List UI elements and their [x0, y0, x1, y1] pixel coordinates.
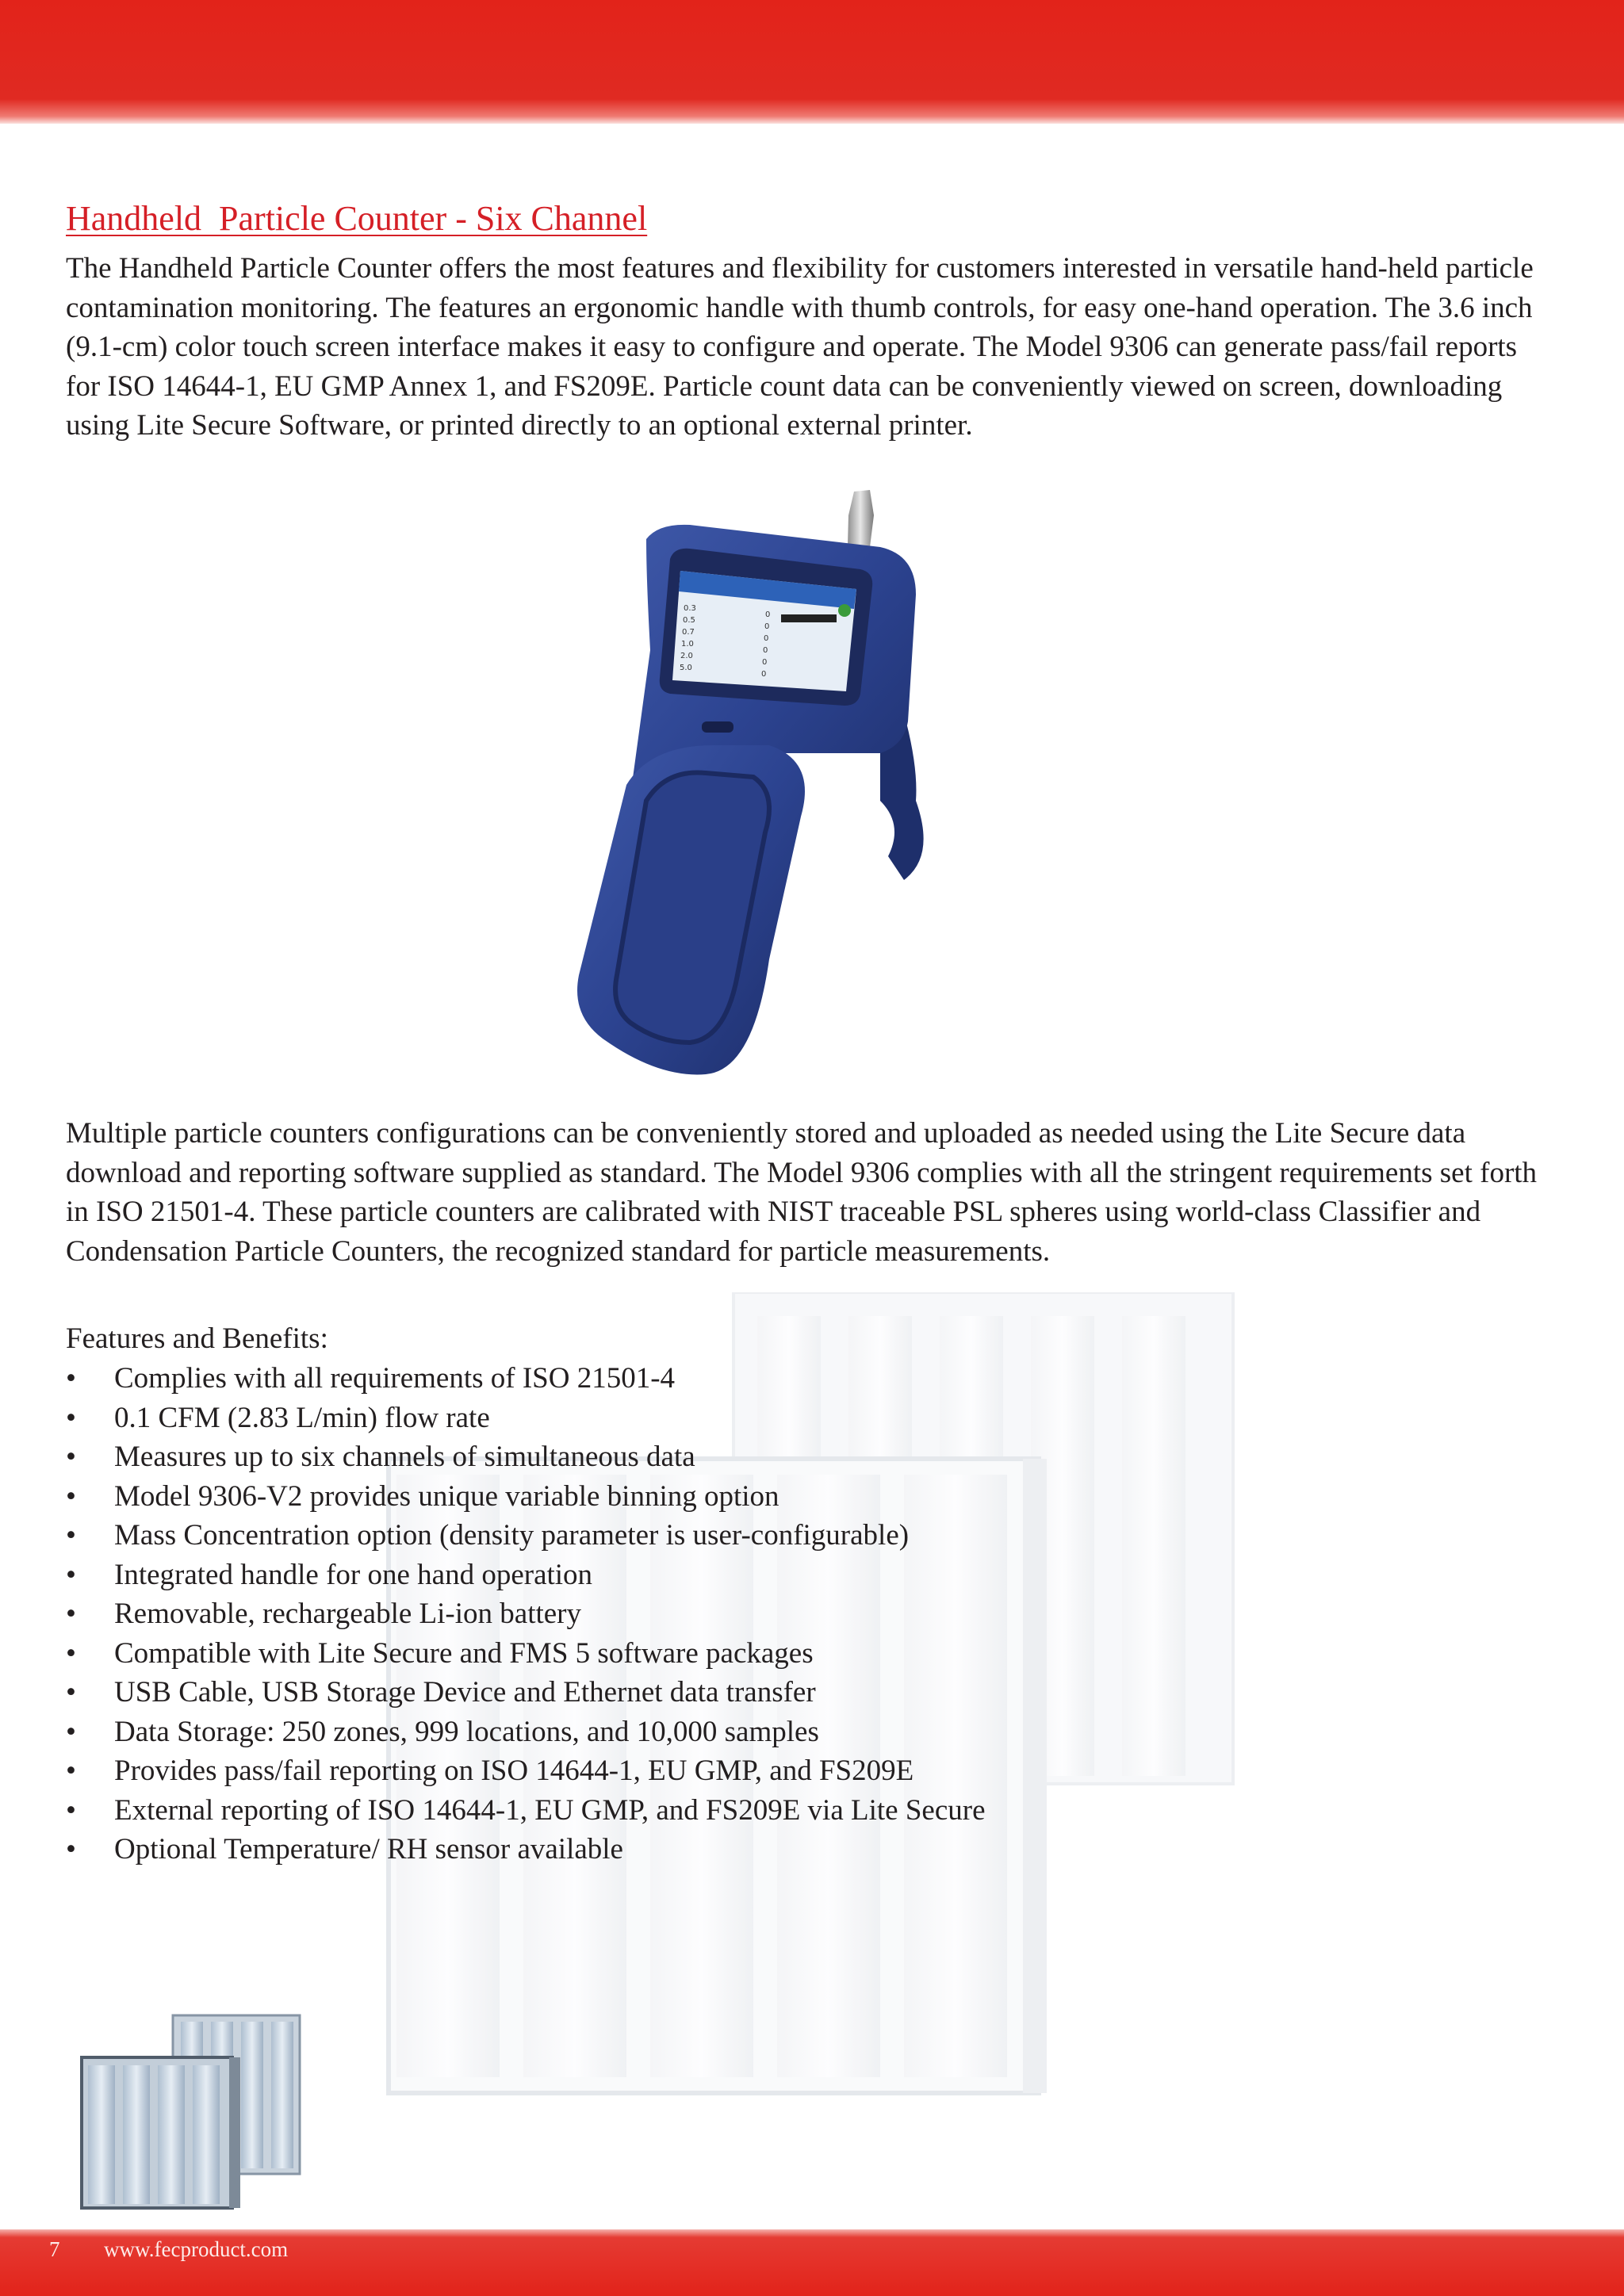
- bullet: •: [66, 1479, 76, 1513]
- bag-filter-thumbnail-image: [66, 1998, 312, 2220]
- bullet: •: [66, 1598, 76, 1630]
- intro-paragraph: The Handheld Particle Counter offers the most features and flexibility for customers interested in versatile hand-held particle contamination monitoring. The features an ergonomic handle with thumb controls, for easy one-hand operation. The 3.6 inch (9.1-cm) color touch screen interface makes it easy to configure and operate. The Model 9306 can generate pass/fail reports for ISO 14644-1, EU GMP Annex 1, and FS209E. Particle count data can be conveniently viewed on screen, downloading using Lite Secure Software, or printed directly to an optional external printer.: [66, 252, 1534, 442]
- screen-channel-6: 5.0: [680, 664, 692, 672]
- page-title: Handheld Particle Counter - Six Channel: [66, 199, 648, 238]
- feature-text: Removable, rechargeable Li-ion battery: [114, 1598, 582, 1630]
- list-item: [66, 1516, 986, 1556]
- bullet: •: [66, 1833, 76, 1866]
- features-list: [66, 1359, 986, 1869]
- list-item: [66, 1594, 986, 1634]
- list-item: [66, 1791, 986, 1831]
- bullet: •: [66, 1793, 76, 1827]
- footer-website-link[interactable]: www.fecproduct.com: [104, 2237, 289, 2261]
- screen-channel-5: 2.0: [680, 652, 693, 660]
- feature-text: Mass Concentration option (density parameter is user-configurable): [114, 1519, 910, 1552]
- list-item: [66, 1634, 986, 1674]
- list-item: [66, 1556, 986, 1595]
- screen-channel-4: 1.0: [681, 640, 694, 649]
- list-item: [66, 1673, 986, 1712]
- feature-text: USB Cable, USB Storage Device and Ethernet data transfer: [114, 1676, 816, 1709]
- screen-count-5: 0: [762, 658, 768, 667]
- features-heading: Features and Benefits:: [66, 1322, 328, 1355]
- bullet: •: [66, 1755, 76, 1787]
- bullet: •: [66, 1636, 76, 1670]
- feature-text: Provides pass/fail reporting on ISO 14644-1, EU GMP, and FS209E: [114, 1755, 914, 1787]
- bullet: •: [66, 1441, 76, 1473]
- feature-text: Compatible with Lite Secure and FMS 5 software packages: [114, 1636, 814, 1670]
- feature-text: Model 9306-V2 provides unique variable binning option: [114, 1479, 779, 1513]
- bullet: •: [66, 1676, 76, 1709]
- screen-channel-3: 0.7: [682, 628, 695, 637]
- bullet: •: [66, 1362, 76, 1395]
- list-item: [66, 1399, 986, 1438]
- bullet: •: [66, 1558, 76, 1591]
- feature-text: Complies with all requirements of ISO 21501-4: [114, 1362, 676, 1395]
- screen-count-4: 0: [763, 646, 768, 655]
- screen-count-3: 0: [764, 634, 769, 643]
- header-banner: [0, 0, 1624, 124]
- screen-count-1: 0: [765, 610, 771, 619]
- list-item: [66, 1437, 986, 1477]
- screen-channel-1: 0.3: [684, 604, 696, 613]
- screen-count-2: 0: [764, 622, 770, 631]
- list-item: [66, 1712, 986, 1752]
- list-item: [66, 1830, 986, 1869]
- particle-counter-device-image: [508, 484, 952, 1086]
- screen-count-6: 0: [761, 670, 767, 679]
- feature-text: Measures up to six channels of simultaneous data: [114, 1441, 695, 1473]
- feature-text: 0.1 CFM (2.83 L/min) flow rate: [114, 1401, 490, 1434]
- bullet: •: [66, 1715, 76, 1748]
- feature-text: External reporting of ISO 14644-1, EU GMP, and FS209E via Lite Secure: [114, 1793, 986, 1827]
- second-paragraph: Multiple particle counters configurations can be conveniently stored and uploaded as needed using the Lite Secure data download and reporting software supplied as standard. The Model 9306 complies with all the stringent requirements set forth in ISO 21501-4. These particle counters are calibrated with NIST traceable PSL spheres using world-class Classifier and Condensation Particle Counters, the recognized standard for particle measurements.: [66, 1117, 1538, 1268]
- list-item: [66, 1477, 986, 1517]
- bullet: •: [66, 1519, 76, 1552]
- feature-text: Integrated handle for one hand operation: [114, 1558, 593, 1591]
- list-item: [66, 1359, 986, 1399]
- feature-text: Data Storage: 250 zones, 999 locations, and 10,000 samples: [114, 1715, 819, 1748]
- page-number: 7: [49, 2237, 60, 2261]
- list-item: [66, 1751, 986, 1791]
- feature-text: Optional Temperature/ RH sensor available: [114, 1833, 623, 1866]
- screen-channel-2: 0.5: [683, 616, 695, 625]
- bullet: •: [66, 1401, 76, 1434]
